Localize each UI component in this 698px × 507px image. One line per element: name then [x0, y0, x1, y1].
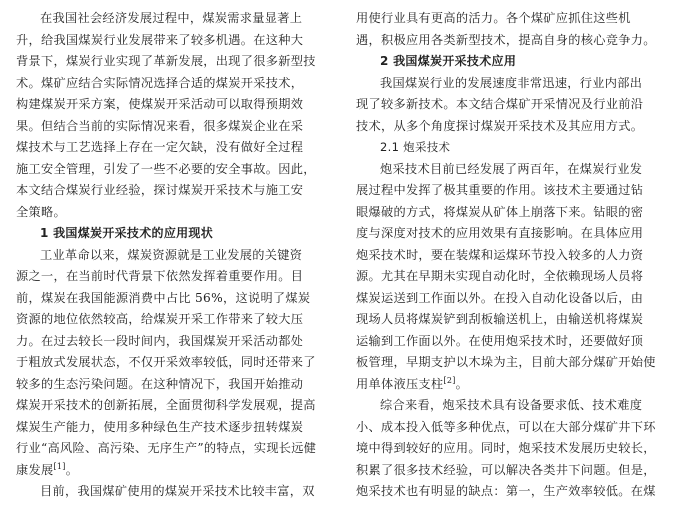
- text-line: [356, 244, 643, 266]
- section-heading: [40, 222, 213, 244]
- text-line: [16, 201, 66, 223]
- line-text: 2 我国煤炭开采技术应用: [380, 54, 517, 68]
- line-text: 现了较多新技术。本文结合煤矿开采情况及行业前沿: [356, 97, 644, 111]
- line-text: 施工安全管理，引发了一些不必要的安全事故。因此，: [16, 161, 316, 176]
- citation-marker: [1]: [53, 461, 66, 471]
- line-text: 煤炭生产能力，使用多种绿色生产技术逐步扭转煤炭: [16, 419, 304, 434]
- text-line: [356, 330, 643, 352]
- section-heading: [380, 136, 450, 158]
- line-text: 于粗放式发展状态，不仅开采效率较低，同时还带来了: [16, 355, 316, 369]
- line-text: 行业“高风险、高污染、无序生产”的特点，实现长远健: [16, 441, 317, 455]
- line-text: 综合来看，炮采技术具有设备要求低、技术难度: [380, 398, 643, 412]
- line-text: 较多的生态污染问题。在这种情况下，我国开始推动: [16, 376, 304, 391]
- text-line: [380, 394, 642, 416]
- line-text: 炮采技术也有明显的缺点：第一，生产效率较低。在煤: [356, 484, 656, 498]
- text-line: [16, 93, 303, 115]
- line-text-tail: 。: [65, 462, 79, 477]
- text-line: [356, 287, 643, 309]
- text-line: [356, 265, 643, 287]
- line-text: 本文结合煤炭行业经验，探讨煤炭开采技术与施工安: [16, 183, 304, 197]
- text-line: [16, 351, 316, 373]
- line-text: 炮采技术目前已经发展了两百年，在煤炭行业发: [380, 161, 643, 176]
- line-text: 果。但结合当前的实际情况来看，很多煤炭企业在采: [16, 118, 304, 133]
- text-line: [356, 459, 656, 481]
- line-text: 用使行业具有更高的活力。各个煤矿应抓住这些机: [356, 11, 631, 25]
- text-line: [16, 50, 316, 72]
- line-text: 炮采技术时，要在装煤和运煤环节投入较多的人力资: [356, 247, 644, 262]
- text-line: [16, 158, 316, 180]
- text-line: [16, 115, 303, 137]
- text-line: [16, 459, 78, 481]
- line-text-tail: 。: [455, 376, 469, 391]
- line-text: 煤炭运送到工作面以外。在投入自动化设备以后，由: [356, 290, 644, 305]
- line-text: 源之一，在当前时代背景下依然发挥着重要作用。目: [16, 269, 304, 283]
- text-line: [356, 373, 468, 395]
- line-text: 运输到工作面以外。在使用炮采技术时，还要做好顶: [356, 333, 644, 348]
- text-line: [16, 416, 303, 438]
- text-line: [356, 351, 656, 373]
- line-text: 积累了很多技术经验，可以解决各类井下问题。但是，: [356, 462, 656, 477]
- line-text: 煤炭开采技术的创新拓展，全面贯彻科学发展观，提高: [16, 398, 316, 412]
- line-text: 术。煤矿应结合实际情况选择合适的煤炭开采技术，: [16, 75, 304, 90]
- line-text: 2.1 炮采技术: [380, 140, 451, 154]
- line-text: 前，煤炭在我国能源消费中占比 56%，这说明了煤炭: [16, 290, 311, 305]
- text-line: [16, 437, 316, 459]
- line-text: 背景下，煤炭行业实现了革新发展，出现了很多新型技: [16, 54, 316, 68]
- line-text: 康发展: [16, 462, 54, 477]
- line-text: 升，给我国煤炭行业发展带来了较多机遇。在这种大: [16, 32, 304, 47]
- text-line: [356, 222, 643, 244]
- text-line: [16, 394, 316, 416]
- text-line: [356, 437, 656, 459]
- line-text: 小、成本投入低等多种优点，可以在大部分煤矿井下环: [356, 419, 656, 434]
- citation-marker: [2]: [443, 375, 456, 385]
- text-line: [356, 93, 643, 115]
- text-line: [40, 244, 302, 266]
- text-line: [356, 416, 656, 438]
- text-line: [380, 158, 642, 180]
- text-line: [356, 308, 643, 330]
- line-text: 全策略。: [16, 204, 66, 219]
- text-line: [16, 308, 303, 330]
- line-text: 眼爆破的方式，将煤炭从矿体上崩落下来。钻眼的密: [356, 204, 644, 219]
- text-line: [40, 480, 315, 502]
- text-line: [16, 373, 303, 395]
- line-text: 度与深度对技术的应用效果有直接影响。在具体应用: [356, 226, 644, 240]
- line-text: 在我国社会经济发展过程中，煤炭需求量显著上: [40, 11, 303, 25]
- line-text: 资源的地位依然较高，给煤炭开采工作带来了较大压: [16, 312, 304, 326]
- text-line: [356, 480, 656, 502]
- line-text: 遇，积极应用各类新型技术，提高自身的核心竞争力。: [356, 32, 656, 47]
- text-line: [16, 287, 310, 309]
- line-text: 力。在过去较长一段时间内，我国煤炭开采活动都处: [16, 333, 304, 348]
- line-text: 用单体液压支柱: [356, 376, 444, 391]
- line-text: 目前，我国煤矿使用的煤炭开采技术比较丰富，双: [40, 484, 315, 498]
- text-line: [16, 29, 303, 51]
- text-line: [16, 179, 303, 201]
- text-line: [16, 136, 303, 158]
- text-line: [16, 330, 303, 352]
- line-text: 煤技术与工艺选择上存在一定欠缺，没有做好全过程: [16, 140, 304, 154]
- text-line: [16, 265, 303, 287]
- line-text: 技术，从多个角度探讨煤炭开采技术及其应用方式。: [356, 118, 644, 133]
- text-line: [40, 7, 302, 29]
- text-line: [356, 7, 631, 29]
- line-text: 展过程中发挥了极其重要的作用。该技术主要通过钻: [356, 183, 644, 197]
- line-text: 工业革命以来，煤炭资源就是工业发展的关键资: [40, 247, 303, 262]
- text-line: [356, 115, 643, 137]
- line-text: 板管理，早期支护以木垛为主，目前大部分煤矿开始使: [356, 355, 656, 369]
- text-line: [356, 201, 643, 223]
- line-text: 源。尤其在早期未实现自动化时，全依赖现场人员将: [356, 269, 644, 283]
- text-line: [380, 72, 642, 94]
- line-text: 我国煤炭行业的发展速度非常迅速，行业内部出: [380, 75, 643, 90]
- text-line: [356, 29, 656, 51]
- line-text: 现场人员将煤炭铲到刮板输送机上，由输送机将煤炭: [356, 312, 644, 326]
- text-line: [16, 72, 303, 94]
- text-line: [356, 179, 643, 201]
- section-heading: [380, 50, 516, 72]
- line-text: 1 我国煤炭开采技术的应用现状: [40, 226, 214, 240]
- line-text: 构建煤炭开采方案，使煤炭开采活动可以取得预期效: [16, 97, 304, 111]
- line-text: 境中得到较好的应用。同时，炮采技术发展历史较长，: [356, 441, 656, 455]
